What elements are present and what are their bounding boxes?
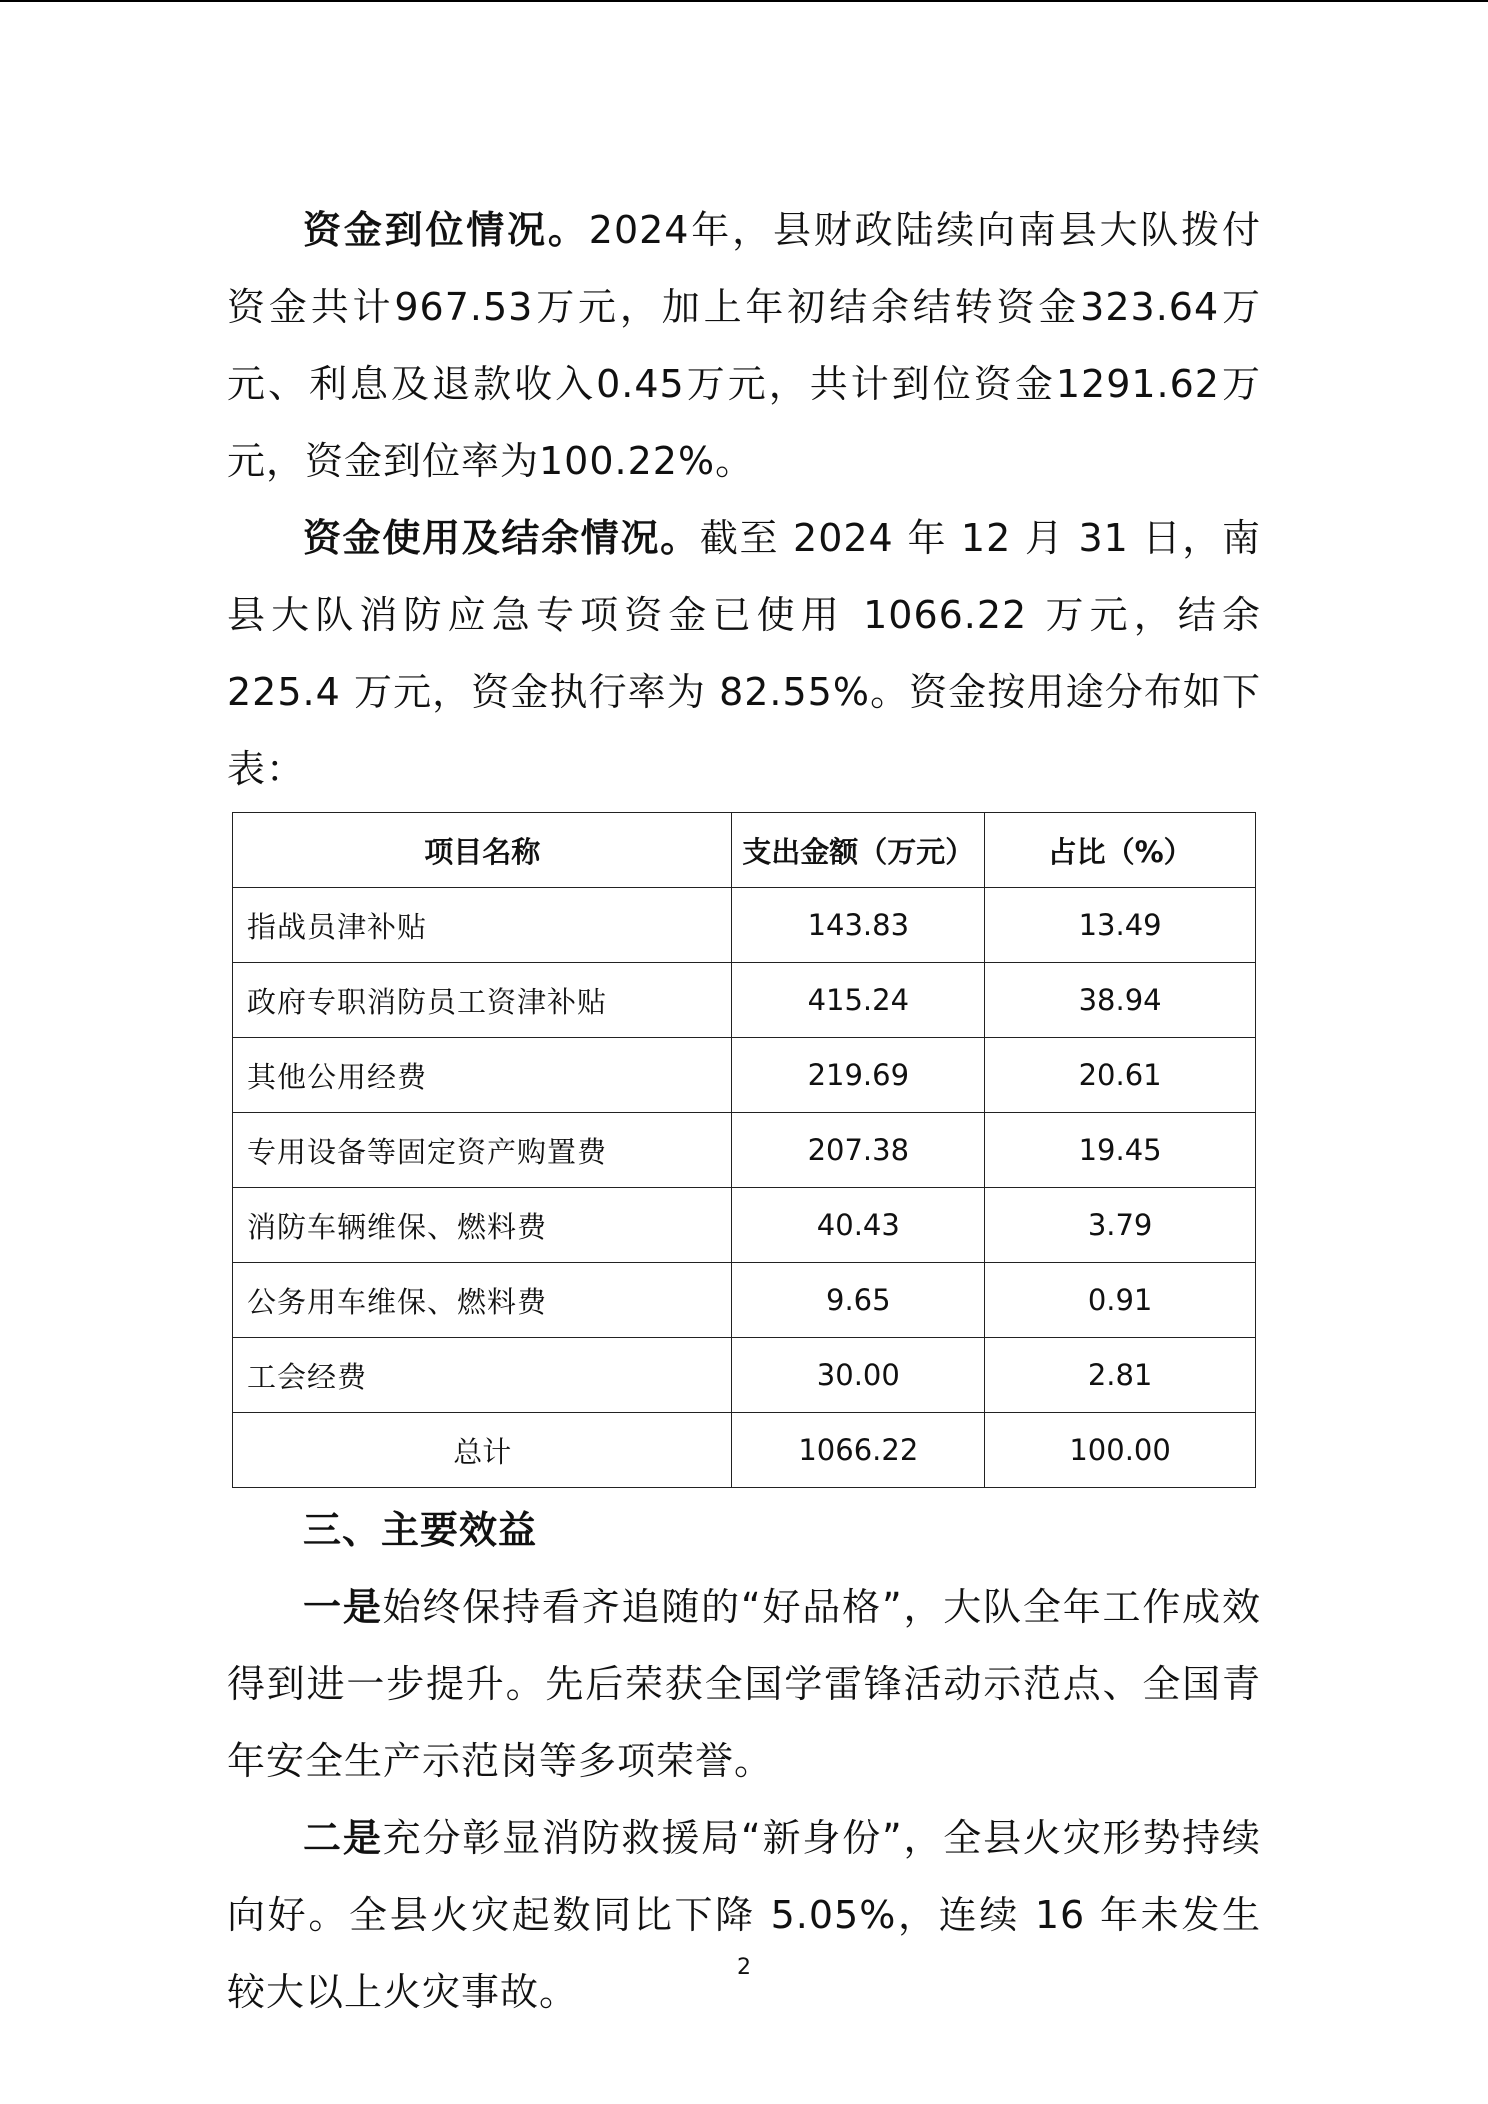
table-cell-ratio: 3.79	[985, 1188, 1256, 1263]
table-cell-name: 指战员津补贴	[233, 888, 732, 963]
table-header-cell: 项目名称	[233, 813, 732, 888]
table-cell-amount: 9.65	[732, 1263, 985, 1338]
table-total-row	[233, 1413, 1256, 1488]
table-cell-amount: 40.43	[732, 1188, 985, 1263]
table-row	[233, 1338, 1256, 1413]
table-cell-name: 专用设备等固定资产购置费	[233, 1113, 732, 1188]
page-content	[227, 192, 1261, 2031]
paragraph-lead: 资金使用及结余情况。	[303, 516, 700, 560]
paragraph-benefit-two	[227, 1800, 1261, 2031]
table-cell-amount: 143.83	[732, 888, 985, 963]
paragraph-text: 截至 2024 年 12 月 31 日，南县大队消防应急专项资金已使用 1066.22 万元，结余 225.4 万元，资金执行率为 82.55%。资金按用途分布如下表：	[227, 516, 1261, 791]
table-cell-total-label: 总计	[233, 1413, 732, 1488]
table-cell-amount: 207.38	[732, 1113, 985, 1188]
table-row	[233, 888, 1256, 963]
table-cell-name: 政府专职消防员工资津补贴	[233, 963, 732, 1038]
table-row	[233, 1188, 1256, 1263]
table-cell-ratio: 38.94	[985, 963, 1256, 1038]
paragraph-funds-arrival	[227, 192, 1261, 500]
paragraph-lead: 二是	[303, 1816, 383, 1860]
table-cell-amount: 219.69	[732, 1038, 985, 1113]
section-heading: 三、主要效益	[303, 1508, 538, 1552]
fund-usage-table	[232, 812, 1256, 1488]
table-header-row	[233, 813, 1256, 888]
paragraph-text: 始终保持看齐追随的“好品格”，大队全年工作成效得到进一步提升。先后荣获全国学雷锋活动示范点、全国青年安全生产示范岗等多项荣誉。	[227, 1585, 1261, 1783]
table-cell-amount: 30.00	[732, 1338, 985, 1413]
paragraph-text: 2024年，县财政陆续向南县大队拨付资金共计967.53万元，加上年初结余结转资金323.64万元、利息及退款收入0.45万元，共计到位资金1291.62万元，资金到位率为100.22%。	[227, 208, 1261, 483]
paragraph-lead: 资金到位情况。	[303, 208, 589, 252]
table-cell-name: 工会经费	[233, 1338, 732, 1413]
table-cell-ratio: 0.91	[985, 1263, 1256, 1338]
table-cell-total-amount: 1066.22	[732, 1413, 985, 1488]
paragraph-text: 充分彰显消防救援局“新身份”，全县火灾形势持续向好。全县火灾起数同比下降 5.05%，连续 16 年未发生较大以上火灾事故。	[227, 1816, 1261, 2014]
table-header-cell: 支出金额（万元）	[732, 813, 985, 888]
table-header-cell: 占比（%）	[985, 813, 1256, 888]
table-row	[233, 963, 1256, 1038]
table-row	[233, 1263, 1256, 1338]
paragraph-lead: 一是	[303, 1585, 383, 1629]
table-cell-total-ratio: 100.00	[985, 1413, 1256, 1488]
table-cell-amount: 415.24	[732, 963, 985, 1038]
table-cell-ratio: 20.61	[985, 1038, 1256, 1113]
table-cell-ratio: 13.49	[985, 888, 1256, 963]
table-cell-name: 其他公用经费	[233, 1038, 732, 1113]
paragraph-funds-usage	[227, 500, 1261, 808]
page-number: 2	[737, 1955, 751, 1980]
table-row	[233, 1113, 1256, 1188]
table-cell-ratio: 2.81	[985, 1338, 1256, 1413]
table-cell-name: 消防车辆维保、燃料费	[233, 1188, 732, 1263]
paragraph-benefit-one	[227, 1569, 1261, 1800]
table-cell-ratio: 19.45	[985, 1113, 1256, 1188]
table-cell-name: 公务用车维保、燃料费	[233, 1263, 732, 1338]
table-row	[233, 1038, 1256, 1113]
